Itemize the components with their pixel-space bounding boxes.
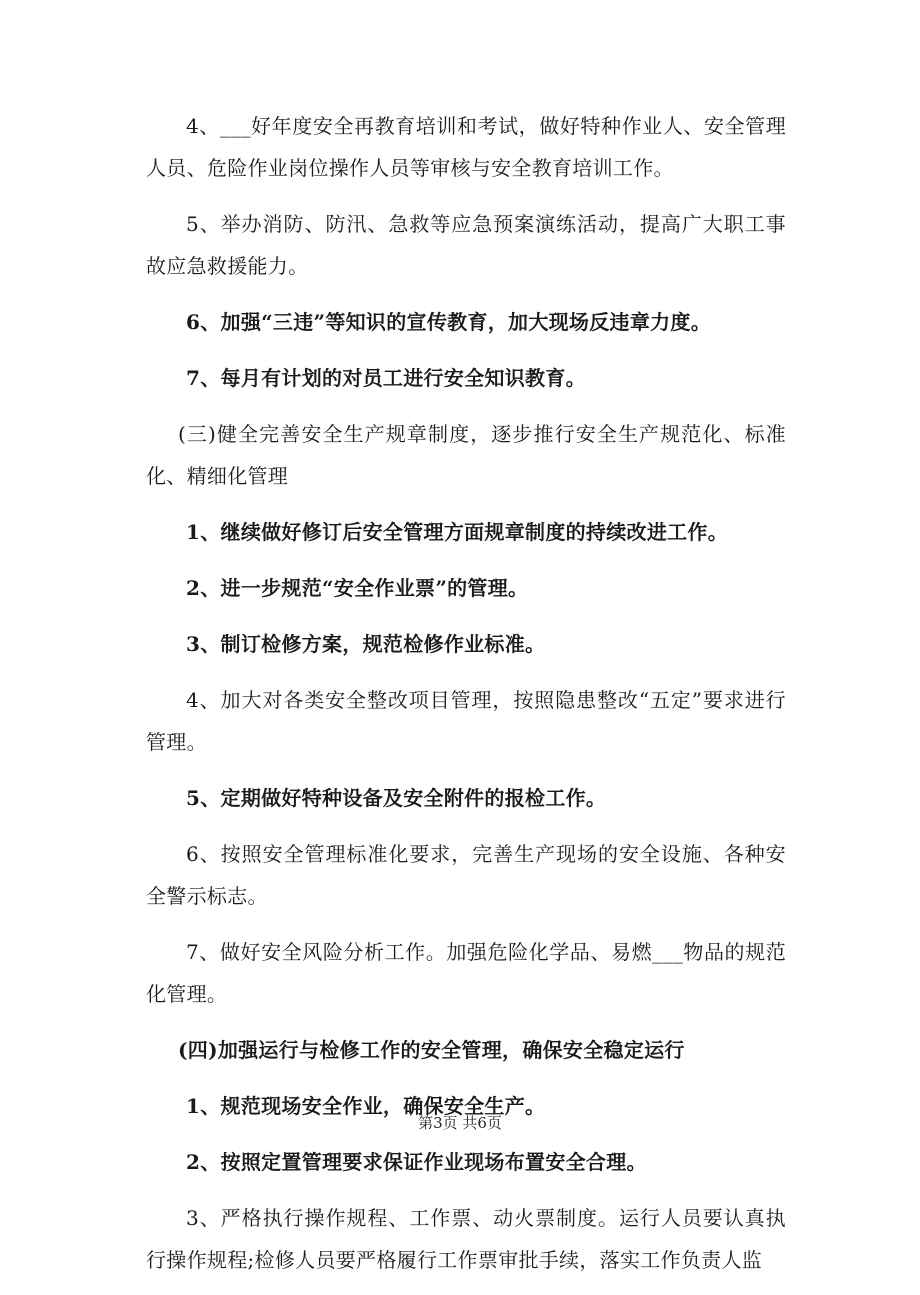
paragraph-s3-4: 4、加大对各类安全整改项目管理，按照隐患整改“五定”要求进行管理。 [146,688,786,754]
paragraph-s3-6: 6、按照安全管理标准化要求，完善生产现场的安全设施、各种安全警示标志。 [146,842,786,908]
paragraph-s3-1: 1、继续做好修订后安全管理方面规章制度的持续改进工作。 [186,520,729,544]
section-3-heading: (三)健全完善安全生产规章制度，逐步推行安全生产规范化、标准化、精细化管理 [146,422,786,488]
page-number-footer: 第3页 共6页 [418,1114,502,1132]
paragraph-6-three-violations: 6、加强“三违”等知识的宣传教育，加大现场反违章力度。 [186,310,712,334]
paragraph-s3-2: 2、进一步规范“安全作业票”的管理。 [186,576,529,600]
paragraph-4-training: 4、___好年度安全再教育培训和考试，做好特种作业人、安全管理人员、危险作业岗位操作人员等审核与安全教育培训工作。 [146,114,786,180]
section-4-heading: (四)加强运行与检修工作的安全管理，确保安全稳定运行 [178,1038,685,1062]
paragraph-s3-5: 5、定期做好特种设备及安全附件的报检工作。 [186,786,607,810]
paragraph-s4-1: 1、规范现场安全作业，确保安全生产。 [186,1094,546,1118]
paragraph-s3-3: 3、制订检修方案，规范检修作业标准。 [186,632,546,656]
paragraph-7-monthly-education: 7、每月有计划的对员工进行安全知识教育。 [186,366,586,390]
paragraph-s4-2: 2、按照定置管理要求保证作业现场布置安全合理。 [186,1150,647,1174]
paragraph-s3-7: 7、做好安全风险分析工作。加强危险化学品、易燃___物品的规范化管理。 [146,940,786,1006]
paragraph-s4-3: 3、严格执行操作规程、工作票、动火票制度。运行人员要认真执行操作规程;检修人员要严格履行工作票审批手续，落实工作负责人监 [146,1206,786,1272]
paragraph-5-drills: 5、举办消防、防汛、急救等应急预案演练活动，提高广大职工事故应急救援能力。 [146,212,786,278]
